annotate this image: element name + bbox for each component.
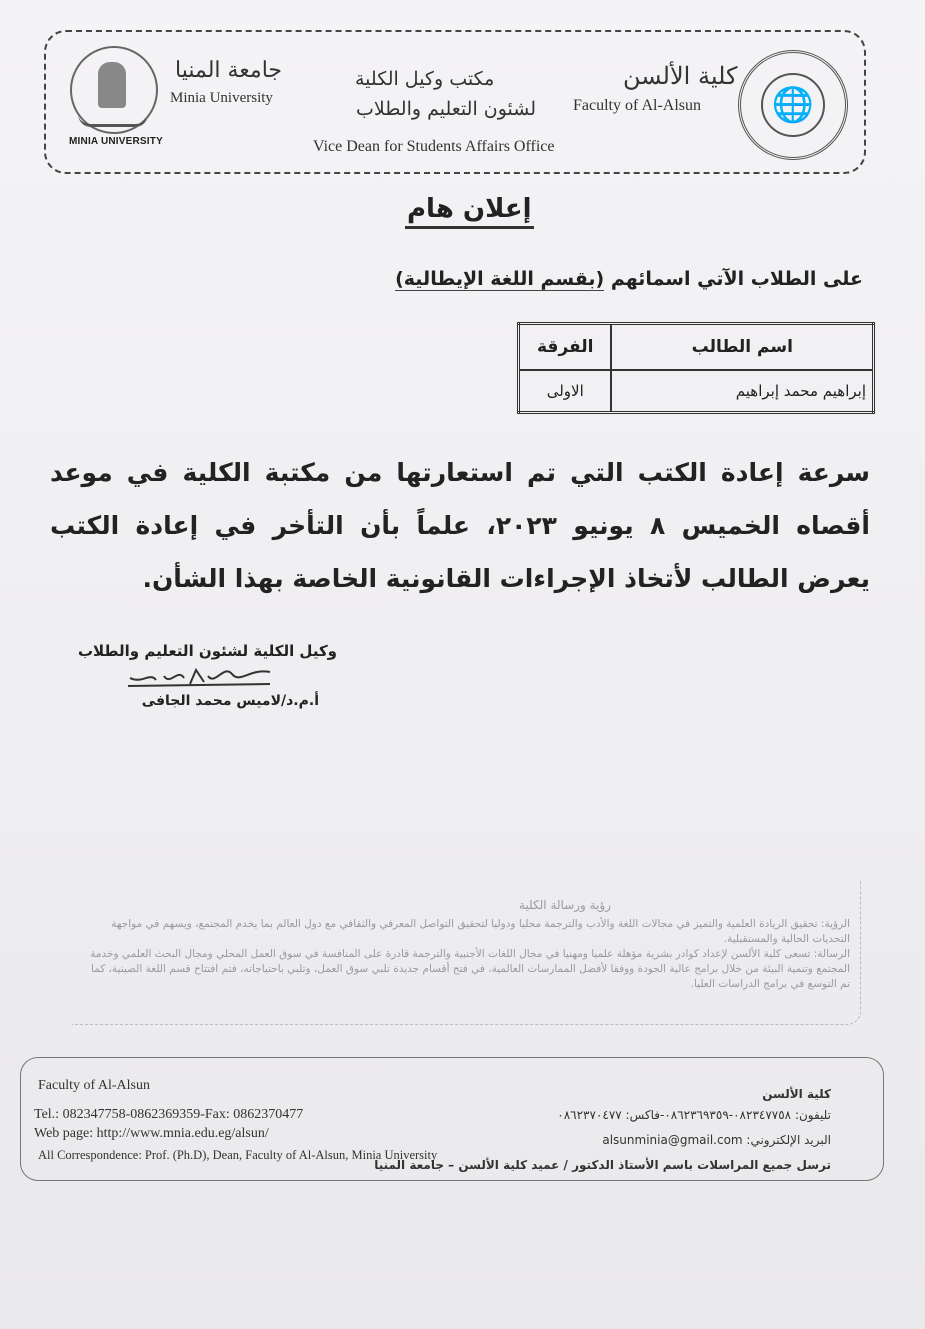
footer-phone-en: Tel.: 082347758-0862369359-Fax: 0862370477	[34, 1107, 304, 1122]
vision-heading: رؤية ورسالة الكلية	[518, 898, 612, 912]
table-row	[519, 370, 874, 413]
footer-faculty-en: Faculty of Al-Alsun	[38, 1078, 150, 1093]
announcement-subtitle	[395, 268, 863, 290]
announcement-title: إعلان هام	[405, 192, 534, 229]
footer-faculty-ar: كلية الألسن	[762, 1087, 831, 1101]
subtitle-department: (بقسم اللغة الإيطالية)	[395, 268, 605, 290]
faculty-name-ar: كلية الألسن	[623, 62, 738, 90]
footer-correspondence-en: All Correspondence: Prof. (Ph.D), Dean, Faculty of Al-Alsun, Minia University	[38, 1148, 438, 1162]
faculty-name-en: Faculty of Al-Alsun	[573, 97, 701, 114]
footer-correspondence-ar: ترسل جميع المراسلات باسم الأستاذ الدكتور / عميد كلية الألسن – جامعة المنيا	[374, 1158, 831, 1172]
seal-figure-icon	[98, 62, 126, 108]
table-header-row	[519, 324, 874, 371]
students-table	[517, 322, 875, 414]
subtitle-prefix: على الطلاب الآتي اسمائهم	[610, 268, 863, 290]
office-name-ar-line2: لشئون التعليم والطلاب	[356, 98, 537, 120]
office-name-ar-line1: مكتب وكيل الكلية	[355, 68, 495, 90]
footer-phone-ar: تليفون: ٠٨٢٣٤٧٧٥٨-٠٨٦٢٣٦٩٣٥٩-فاكس: ٠٨٦٢٣٧٠٤٧٧	[557, 1108, 831, 1122]
seal-book-icon	[78, 114, 148, 127]
announcement-body: سرعة إعادة الكتب التي تم استعارتها من مكتبة الكلية في موعد أقصاه الخميس ٨ يونيو ٢٠٢٣، علماً بأن التأخر في إعادة الكتب يعرض الطالب لأتخاذ الإجراءات القانونية الخاصة بهذا الشأن.	[50, 458, 870, 593]
cell-year: الاولى	[519, 370, 612, 413]
mission-text: الرسالة: تسعى كلية الألسن لإعداد كوادر بشرية مؤهلة علميا ومهنيا في مجال اللغات الأجنبية والترجمة قادرة على المنافسة في سوق العمل المحلي ومجال البحث العلمي وخدمة المجتمع وتنمية البيئة من خلال برامج عالية الجودة ووفقا لأفضل الممارسات العالمية، في فتح أقسام جديدة تلبي سوق العمل، وتلبي باحتياجاته، فتم افتتاح قسم اللغة الصينية، كما تم التوسع في برامج الدراسات العليا.	[90, 948, 850, 990]
faculty-seal	[738, 50, 848, 160]
footer-webpage-en: Web page: http://www.mnia.edu.eg/alsun/	[34, 1126, 269, 1141]
university-name-en: Minia University	[170, 90, 273, 106]
university-name-ar: جامعة المنيا	[175, 58, 283, 83]
minia-university-seal	[66, 44, 162, 154]
header-student-name: اسم الطالب	[611, 324, 873, 371]
cell-student-name: إبراهيم محمد إبراهيم	[611, 370, 873, 413]
signatory-name: أ.م.د/لاميس محمد الجافى	[141, 693, 319, 709]
header-year: الفرقة	[519, 324, 612, 371]
vision-text: الرؤية: تحقيق الريادة العلمية والتميز في مجالات اللغة والأدب والترجمة محليا ودوليا لتحقيق التواصل المعرفي والثقافي مع دول العالم بما يخدم المجتمع، ويسهم في مواجهة التحديات الحالية والمستقبلية.	[111, 918, 850, 945]
vision-mission-section	[80, 898, 850, 992]
handwritten-signature-icon	[120, 664, 280, 692]
seal-caption: MINIA UNIVERSITY	[69, 136, 163, 147]
office-name-en: Vice Dean for Students Affairs Office	[313, 138, 555, 155]
globe-icon: 🌐	[761, 73, 825, 137]
footer-email-ar: البريد الإلكتروني: alsunminia@gmail.com	[602, 1133, 831, 1147]
signatory-title: وكيل الكلية لشئون التعليم والطلاب	[77, 642, 337, 660]
